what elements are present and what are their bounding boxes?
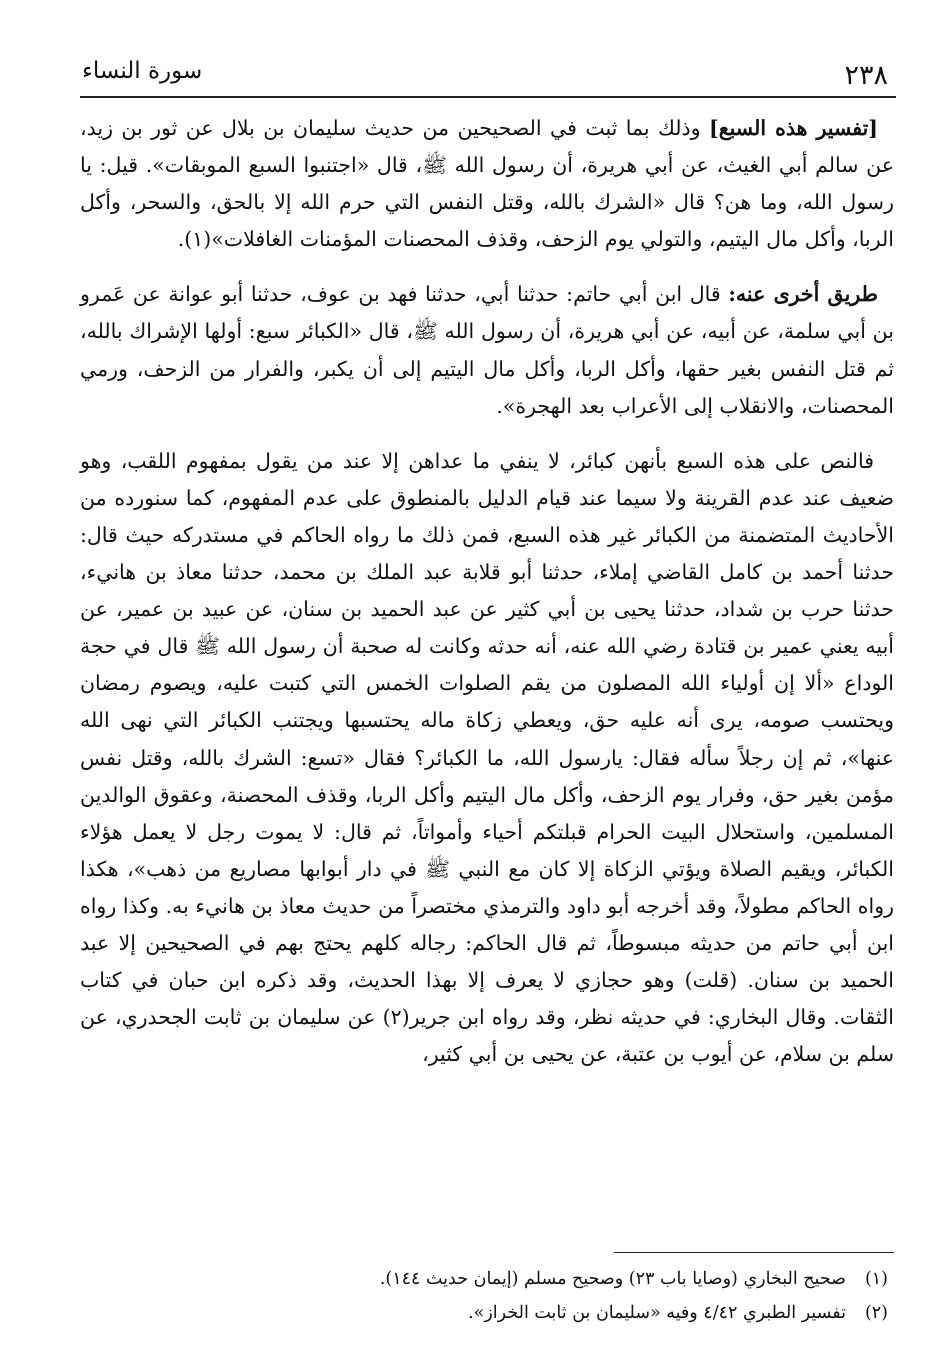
footnote-text: تفسير الطبري ٤/٤٢ وفيه «سليمان بن ثابت الخراز». xyxy=(468,1303,846,1323)
running-title: سورة النساء xyxy=(82,58,203,84)
paragraph-body: فالنص على هذه السبع بأنهن كبائر، لا ينفي ما عداهن إلا عند من يقول بمفهوم اللقب، وهو ضعيف عند عدم القرينة ولا سيما عند قيام الدليل بالمنطوق على عدم المفهوم، كما سنورده من الأحاديث المتضمنة من الكبائر غير هذه السبع، فمن ذلك ما رواه الحاكم في مستدركه حيث قال: حدثنا أحمد بن كامل القاضي إملاء، حدثنا أبو قلابة عبد الملك بن محمد، حدثنا معاذ بن هانيء، حدثنا حرب بن شداد، حدثنا يحيى بن أبي كثير عن عبد الحميد بن سنان، عن عبيد بن عمير، عن أبيه يعني عمير بن قتادة رضي الله عنه، أنه حدثه وكانت له صحبة أن رسول الله ﷺ قال في حجة الوداع «ألا إن أولياء الله المصلون من يقم الصلوات الخمس التي كتبت عليه، ويصوم رمضان ويحتسب صومه، يرى أنه عليه حق، ويعطي زكاة ماله يحتسبها ويجتنب الكبائر التي نهى الله عنها»، ثم إن رجلاً سأله فقال: يارسول الله، ما الكبائر؟ فقال «تسع: الشرك بالله، وقتل نفس مؤمن بغير حق، وفرار يوم الزحف، وأكل مال اليتيم وأكل الربا، وقذف المحصنة، وعقوق الوالدين المسلمين، واستحلال البيت الحرام قبلتكم أحياء وأمواتاً، ثم قال: لا يموت رجل لا يعمل هؤلاء الكبائر، ويقيم الصلاة ويؤتي الزكاة إلا كان مع النبي ﷺ في دار أبوابها مصاريع من ذهب»، هكذا رواه الحاكم مطولاً، وقد أخرجه أبو داود والترمذي مختصراً من حديث معاذ بن هانيء به. وكذا رواه ابن أبي حاتم من حديثه مبسوطاً، ثم قال الحاكم: رجاله كلهم يحتج بهم في الصحيحين إلا عبد الحميد بن سنان. (قلت) وهو حجازي لا يعرف إلا بهذا الحديث، وقد ذكره ابن حبان في كتاب الثقات. وقال البخاري: في حديثه نظر، وقد رواه ابن جرير(٢) عن سليمان بن ثابت الجحدري، عن سلم بن سلام، عن أيوب بن عتبة، عن يحيى بن أبي كثير، xyxy=(80,448,894,1067)
paragraph-commentary xyxy=(80,443,894,1074)
footnote-item xyxy=(80,1296,888,1330)
footnote-item xyxy=(80,1262,888,1296)
paragraph-body: وذلك بما ثبت في الصحيحين من حديث سليمان بن بلال عن ثور بن زيد، عن سالم أبي الغيث، عن أبي هريرة، أن رسول الله ﷺ، قال «اجتنبوا السبع الموبقات». قيل: يا رسول الله، وما هن؟ قال «الشرك بالله، وقتل النفس التي حرم الله إلا بالحق، والسحر، وأكل الربا، وأكل مال اليتيم، والتولي يوم الزحف، وقذف المحصنات المؤمنات الغافلات»(١). xyxy=(80,116,894,252)
page-number: ٢٣٨ xyxy=(844,60,888,91)
paragraph-seven-sins xyxy=(80,110,894,258)
paragraph-body: قال ابن أبي حاتم: حدثنا أبي، حدثنا فهد بن عوف، حدثنا أبو عوانة عن عَمرو بن أبي سلمة، عن أبيه، عن أبي هريرة، أن رسول الله ﷺ، قال «الكبائر سبع: أولها الإشراك بالله، ثم قتل النفس بغير حقها، وأكل الربا، وأكل مال اليتيم إلى أن يكبر، والفرار من الزحف، ورمي المحصنات، والانقلاب إلى الأعراب بعد الهجرة». xyxy=(80,282,894,418)
footnote-marker: (٢) xyxy=(864,1303,888,1323)
footnote-text: صحيح البخاري (وصايا باب ٢٣) وصحيح مسلم (إيمان حديث ١٤٤). xyxy=(379,1269,846,1289)
paragraph-another-route xyxy=(80,276,894,424)
header-rule xyxy=(80,96,896,98)
footnote-rule xyxy=(614,1252,894,1253)
paragraph-lead: طريق أخرى عنه: xyxy=(728,282,878,307)
main-text xyxy=(80,110,894,1073)
footnote-marker: (١) xyxy=(864,1269,888,1289)
paragraph-lead: [تفسير هذه السبع] xyxy=(709,116,879,140)
footnotes xyxy=(80,1262,888,1330)
